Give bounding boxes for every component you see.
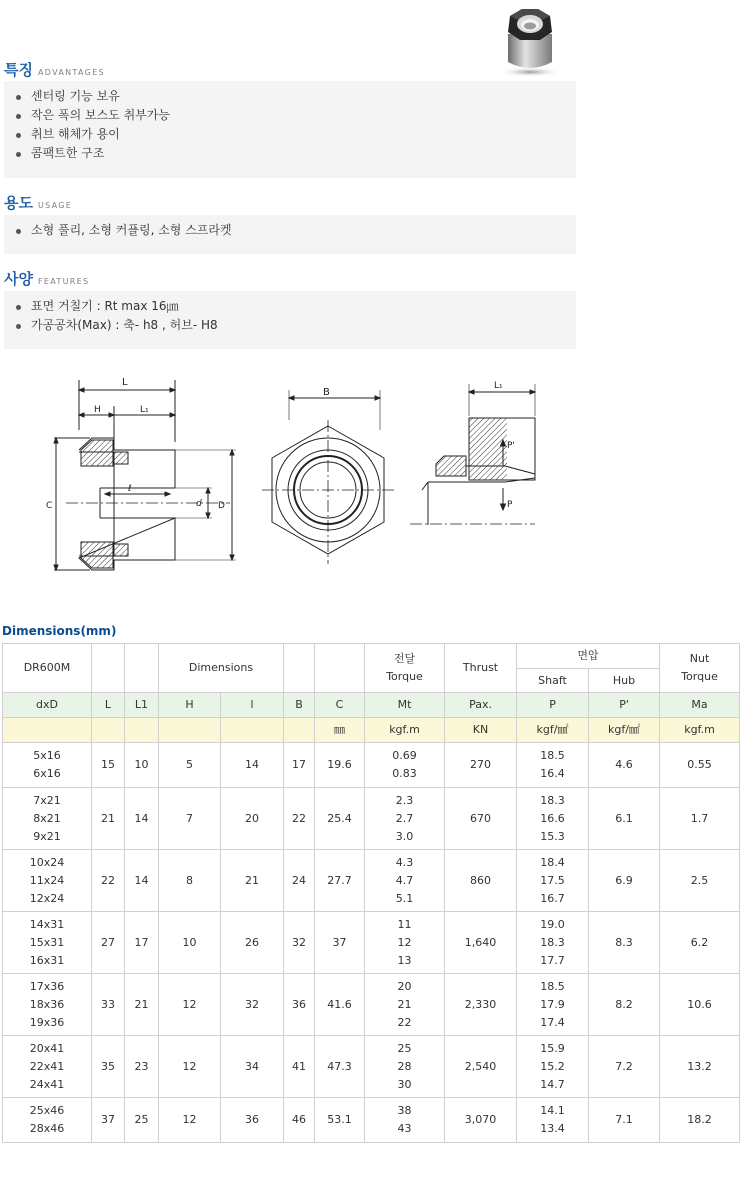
size-cell: 17x36 18x36 19x36 bbox=[3, 974, 92, 1036]
l-cell: 37 bbox=[92, 1098, 125, 1143]
c-cell: 41.6 bbox=[315, 974, 365, 1036]
small-l-cell: 36 bbox=[221, 1098, 284, 1143]
table-row bbox=[3, 912, 740, 974]
small-l-cell: 21 bbox=[221, 850, 284, 912]
small-l-cell: 14 bbox=[221, 743, 284, 788]
detail-view bbox=[410, 381, 535, 525]
table-title: Dimensions(mm) bbox=[2, 624, 117, 638]
symbol-cell: P bbox=[517, 693, 589, 718]
small-l-cell: 32 bbox=[221, 974, 284, 1036]
unit-cell: kgf/㎟ bbox=[517, 718, 589, 743]
symbol-cell: Mt bbox=[365, 693, 445, 718]
side-section-view bbox=[46, 377, 236, 570]
size-cell: 20x41 22x41 24x41 bbox=[3, 1036, 92, 1098]
mt-cell: 11 12 13 bbox=[365, 912, 445, 974]
unit-cell bbox=[221, 718, 284, 743]
p-prime-cell: 6.1 bbox=[589, 788, 660, 850]
symbol-cell: C bbox=[315, 693, 365, 718]
p-cell: 15.9 15.2 14.7 bbox=[517, 1036, 589, 1098]
section-header-usage bbox=[4, 192, 72, 214]
symbol-cell: H bbox=[159, 693, 221, 718]
p-cell: 18.4 17.5 16.7 bbox=[517, 850, 589, 912]
unit-cell: kgf.m bbox=[660, 718, 740, 743]
section-subtitle: ADVANTAGES bbox=[37, 68, 105, 77]
p-cell: 18.3 16.6 15.3 bbox=[517, 788, 589, 850]
h-cell: 12 bbox=[159, 1098, 221, 1143]
b-cell: 46 bbox=[284, 1098, 315, 1143]
l-cell: 21 bbox=[92, 788, 125, 850]
unit-cell bbox=[92, 718, 125, 743]
p-prime-cell: 6.9 bbox=[589, 850, 660, 912]
dimensions-header: Dimensions bbox=[159, 644, 284, 693]
table-row bbox=[3, 1098, 740, 1143]
unit-cell bbox=[125, 718, 159, 743]
h-cell: 5 bbox=[159, 743, 221, 788]
symbol-cell: B bbox=[284, 693, 315, 718]
b-cell: 36 bbox=[284, 974, 315, 1036]
mt-cell: 0.69 0.83 bbox=[365, 743, 445, 788]
unit-cell: KN bbox=[445, 718, 517, 743]
p-cell: 18.5 16.4 bbox=[517, 743, 589, 788]
section-title: 특징 bbox=[4, 61, 33, 79]
table-header-row bbox=[3, 644, 740, 669]
table-row bbox=[3, 850, 740, 912]
dim-label-b: B bbox=[323, 387, 330, 398]
dim-label-l1: L₁ bbox=[140, 405, 149, 415]
symbol-cell: dxD bbox=[3, 693, 92, 718]
section-title: 용도 bbox=[4, 194, 33, 212]
model-header: DR600M bbox=[3, 644, 92, 693]
dim-label-big-d: D bbox=[218, 501, 225, 511]
l-cell: 35 bbox=[92, 1036, 125, 1098]
mt-cell: 38 43 bbox=[365, 1098, 445, 1143]
section-subtitle: FEATURES bbox=[37, 277, 90, 286]
section-header-advantages bbox=[4, 59, 105, 81]
p-prime-cell: 8.2 bbox=[589, 974, 660, 1036]
h-cell: 12 bbox=[159, 1036, 221, 1098]
p-cell: 18.5 17.9 17.4 bbox=[517, 974, 589, 1036]
small-l-cell: 26 bbox=[221, 912, 284, 974]
unit-cell bbox=[3, 718, 92, 743]
list-item: 작은 폭의 보스도 취부가능 bbox=[4, 106, 576, 125]
h-cell: 7 bbox=[159, 788, 221, 850]
l1-cell: 17 bbox=[125, 912, 159, 974]
ma-cell: 1.7 bbox=[660, 788, 740, 850]
pax-cell: 670 bbox=[445, 788, 517, 850]
p-prime-cell: 7.1 bbox=[589, 1098, 660, 1143]
b-cell: 32 bbox=[284, 912, 315, 974]
symbol-cell: L bbox=[92, 693, 125, 718]
l1-cell: 14 bbox=[125, 788, 159, 850]
b-cell: 17 bbox=[284, 743, 315, 788]
symbol-cell: Pax. bbox=[445, 693, 517, 718]
pax-cell: 2,330 bbox=[445, 974, 517, 1036]
unit-cell: kgf/㎟ bbox=[589, 718, 660, 743]
symbol-cell: P' bbox=[589, 693, 660, 718]
small-l-cell: 34 bbox=[221, 1036, 284, 1098]
c-cell: 27.7 bbox=[315, 850, 365, 912]
c-cell: 25.4 bbox=[315, 788, 365, 850]
h-cell: 12 bbox=[159, 974, 221, 1036]
c-cell: 47.3 bbox=[315, 1036, 365, 1098]
p-prime-cell: 7.2 bbox=[589, 1036, 660, 1098]
ma-cell: 10.6 bbox=[660, 974, 740, 1036]
pressure-header: 면압 bbox=[517, 644, 660, 669]
front-view bbox=[262, 387, 394, 564]
h-cell: 8 bbox=[159, 850, 221, 912]
ma-cell: 13.2 bbox=[660, 1036, 740, 1098]
features-box bbox=[4, 291, 576, 349]
list-item: 콤팩트한 구조 bbox=[4, 144, 576, 163]
l-cell: 22 bbox=[92, 850, 125, 912]
p-prime-cell: 8.3 bbox=[589, 912, 660, 974]
product-photo-lock-nut bbox=[496, 4, 564, 78]
torque-header: 전달 Torque bbox=[365, 644, 445, 693]
mt-cell: 25 28 30 bbox=[365, 1036, 445, 1098]
ma-cell: 0.55 bbox=[660, 743, 740, 788]
l1-cell: 10 bbox=[125, 743, 159, 788]
pax-cell: 1,640 bbox=[445, 912, 517, 974]
p-cell: 14.1 13.4 bbox=[517, 1098, 589, 1143]
technical-diagram bbox=[0, 370, 560, 580]
shaft-header: Shaft bbox=[517, 669, 589, 693]
pax-cell: 2,540 bbox=[445, 1036, 517, 1098]
list-item: 가공공차(Max) : 축- h8 , 허브- H8 bbox=[4, 316, 576, 335]
size-cell: 10x24 11x24 12x24 bbox=[3, 850, 92, 912]
ma-cell: 18.2 bbox=[660, 1098, 740, 1143]
list-item: 취브 해체가 용이 bbox=[4, 125, 576, 144]
c-cell: 37 bbox=[315, 912, 365, 974]
symbol-row bbox=[3, 693, 740, 718]
nut-torque-header: Nut Torque bbox=[660, 644, 740, 693]
list-item: 표면 거칠기 : Rt max 16㎛ bbox=[4, 297, 576, 316]
unit-cell bbox=[284, 718, 315, 743]
pax-cell: 3,070 bbox=[445, 1098, 517, 1143]
c-cell: 19.6 bbox=[315, 743, 365, 788]
b-cell: 41 bbox=[284, 1036, 315, 1098]
l1-cell: 21 bbox=[125, 974, 159, 1036]
thrust-header: Thrust bbox=[445, 644, 517, 693]
usage-box bbox=[4, 215, 576, 254]
table-row bbox=[3, 788, 740, 850]
table-row bbox=[3, 1036, 740, 1098]
dimensions-table bbox=[2, 643, 740, 1143]
unit-row bbox=[3, 718, 740, 743]
small-l-cell: 20 bbox=[221, 788, 284, 850]
c-cell: 53.1 bbox=[315, 1098, 365, 1143]
dim-label-h: H bbox=[94, 405, 101, 415]
dim-label-p: P bbox=[507, 500, 513, 510]
symbol-cell: Ma bbox=[660, 693, 740, 718]
dim-label-d: d bbox=[196, 499, 202, 509]
l-cell: 15 bbox=[92, 743, 125, 788]
symbol-cell: l bbox=[221, 693, 284, 718]
unit-cell bbox=[159, 718, 221, 743]
ma-cell: 2.5 bbox=[660, 850, 740, 912]
size-cell: 14x31 15x31 16x31 bbox=[3, 912, 92, 974]
p-prime-cell: 4.6 bbox=[589, 743, 660, 788]
b-cell: 22 bbox=[284, 788, 315, 850]
unit-cell: ㎜ bbox=[315, 718, 365, 743]
hub-header: Hub bbox=[589, 669, 660, 693]
unit-cell: kgf.m bbox=[365, 718, 445, 743]
l1-cell: 23 bbox=[125, 1036, 159, 1098]
l1-cell: 14 bbox=[125, 850, 159, 912]
mt-cell: 4.3 4.7 5.1 bbox=[365, 850, 445, 912]
l1-cell: 25 bbox=[125, 1098, 159, 1143]
ma-cell: 6.2 bbox=[660, 912, 740, 974]
l-cell: 33 bbox=[92, 974, 125, 1036]
section-header-features bbox=[4, 268, 89, 290]
table-row bbox=[3, 743, 740, 788]
size-cell: 7x21 8x21 9x21 bbox=[3, 788, 92, 850]
section-subtitle: USAGE bbox=[37, 201, 73, 210]
table-row bbox=[3, 974, 740, 1036]
p-cell: 19.0 18.3 17.7 bbox=[517, 912, 589, 974]
mt-cell: 2.3 2.7 3.0 bbox=[365, 788, 445, 850]
list-item: 센터링 기능 보유 bbox=[4, 87, 576, 106]
dim-label-l: L bbox=[122, 377, 128, 388]
dim-label-small-l: ℓ bbox=[128, 484, 132, 494]
h-cell: 10 bbox=[159, 912, 221, 974]
section-title: 사양 bbox=[4, 270, 33, 288]
size-cell: 5x16 6x16 bbox=[3, 743, 92, 788]
advantages-box bbox=[4, 81, 576, 178]
list-item: 소형 풀리, 소형 커플링, 소형 스프라켓 bbox=[4, 221, 576, 240]
dim-label-detail-l1: L₁ bbox=[494, 381, 503, 391]
mt-cell: 20 21 22 bbox=[365, 974, 445, 1036]
symbol-cell: L1 bbox=[125, 693, 159, 718]
b-cell: 24 bbox=[284, 850, 315, 912]
pax-cell: 270 bbox=[445, 743, 517, 788]
pax-cell: 860 bbox=[445, 850, 517, 912]
dim-label-c: C bbox=[46, 501, 53, 511]
dim-label-p-prime: P' bbox=[507, 441, 515, 451]
size-cell: 25x46 28x46 bbox=[3, 1098, 92, 1143]
l-cell: 27 bbox=[92, 912, 125, 974]
